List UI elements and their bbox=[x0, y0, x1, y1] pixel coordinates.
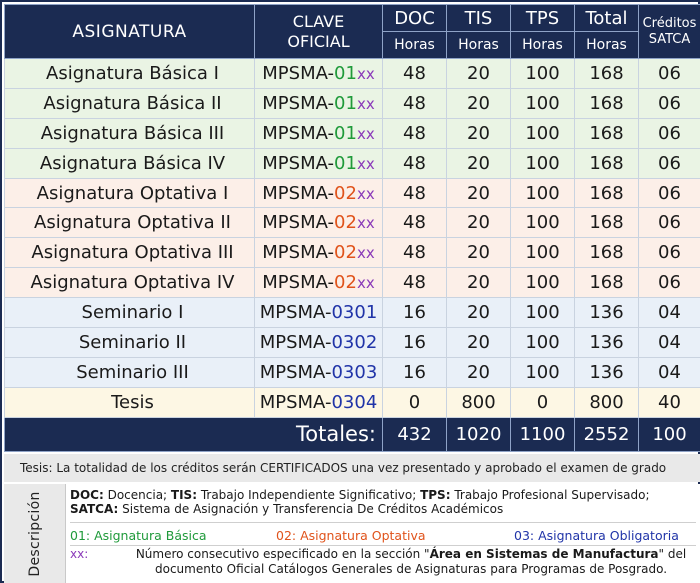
clave-group: 01 bbox=[334, 122, 357, 144]
creditos-value: 04 bbox=[639, 328, 700, 358]
tps-value: 100 bbox=[511, 357, 575, 387]
totals-row bbox=[5, 417, 700, 451]
clave-prefix: MPSMA- bbox=[259, 391, 332, 413]
doc-horas: Horas bbox=[383, 32, 447, 59]
clave-prefix: MPSMA- bbox=[262, 122, 335, 144]
tis-value: 20 bbox=[447, 357, 511, 387]
total-value: 136 bbox=[575, 298, 639, 328]
doc-value: 0 bbox=[383, 387, 447, 417]
tis-value: 20 bbox=[447, 148, 511, 178]
tps-value: 100 bbox=[511, 298, 575, 328]
description-abbreviations bbox=[70, 488, 696, 520]
tis-abbr: TIS: bbox=[170, 488, 197, 502]
doc-value: 48 bbox=[383, 148, 447, 178]
xx-text-2: " del documento Oficial Catálogos Generales de Asignaturas para Programas de Posgrado. bbox=[154, 547, 687, 576]
tis-text: Trabajo Independiente Significativo; bbox=[197, 488, 421, 502]
creditos-value: 06 bbox=[639, 238, 700, 268]
asignatura-name: Asignatura Básica III bbox=[5, 118, 255, 148]
clave-suffix: xx bbox=[356, 124, 375, 143]
asignatura-name: Asignatura Optativa IV bbox=[5, 268, 255, 298]
clave-prefix: MPSMA- bbox=[259, 361, 332, 383]
tps-value: 100 bbox=[511, 59, 575, 89]
tesis-note-label: Tesis bbox=[20, 461, 49, 475]
total-value: 168 bbox=[575, 88, 639, 118]
clave-oficial bbox=[255, 148, 383, 178]
creditos-line1: Créditos bbox=[642, 15, 697, 31]
total-value: 168 bbox=[575, 208, 639, 238]
doc-value: 16 bbox=[383, 298, 447, 328]
doc-value: 16 bbox=[383, 357, 447, 387]
asignatura-name: Seminario II bbox=[5, 328, 255, 358]
tps-value: 100 bbox=[511, 268, 575, 298]
tis-value: 20 bbox=[447, 118, 511, 148]
table-row bbox=[5, 238, 700, 268]
satca-text: Sistema de Asignación y Transferencia De Créditos Académicos bbox=[118, 502, 504, 516]
clave-group: 03 bbox=[331, 361, 355, 383]
creditos-value: 04 bbox=[639, 298, 700, 328]
clave-suffix: xx bbox=[356, 154, 375, 173]
tps-value: 100 bbox=[511, 328, 575, 358]
clave-prefix: MPSMA- bbox=[262, 152, 335, 174]
totals-total: 2552 bbox=[575, 417, 639, 451]
xx-note bbox=[70, 547, 696, 581]
clave-group: 01 bbox=[334, 152, 357, 174]
creditos-value: 06 bbox=[639, 118, 700, 148]
tis-value: 20 bbox=[447, 328, 511, 358]
totals-tis: 1020 bbox=[447, 417, 511, 451]
clave-oficial bbox=[255, 298, 383, 328]
creditos-value: 06 bbox=[639, 88, 700, 118]
clave-prefix: MPSMA- bbox=[262, 182, 335, 204]
table-row bbox=[5, 268, 700, 298]
col-asignatura-header: ASIGNATURA bbox=[5, 5, 255, 59]
table-row bbox=[5, 387, 700, 417]
tps-value: 0 bbox=[511, 387, 575, 417]
table-row bbox=[5, 148, 700, 178]
table-row bbox=[5, 178, 700, 208]
tis-value: 20 bbox=[447, 59, 511, 89]
clave-prefix: MPSMA- bbox=[262, 272, 335, 294]
tps-horas: Horas bbox=[511, 32, 575, 59]
asignatura-name: Seminario I bbox=[5, 298, 255, 328]
creditos-value: 06 bbox=[639, 208, 700, 238]
clave-oficial bbox=[255, 88, 383, 118]
clave-group: 01 bbox=[334, 92, 357, 114]
clave-oficial bbox=[255, 118, 383, 148]
tis-value: 20 bbox=[447, 298, 511, 328]
tesis-note bbox=[4, 454, 700, 482]
xx-text bbox=[126, 547, 696, 577]
xx-label: xx: bbox=[70, 547, 89, 561]
totals-creditos: 100 bbox=[639, 417, 700, 451]
table-row bbox=[5, 88, 700, 118]
clave-group: 03 bbox=[331, 391, 355, 413]
table-row bbox=[5, 59, 700, 89]
total-value: 168 bbox=[575, 268, 639, 298]
creditos-value: 06 bbox=[639, 268, 700, 298]
clave-oficial bbox=[255, 208, 383, 238]
clave-prefix: MPSMA- bbox=[259, 302, 332, 324]
clave-suffix: xx bbox=[356, 94, 375, 113]
creditos-value: 40 bbox=[639, 387, 700, 417]
asignatura-name: Asignatura Básica II bbox=[5, 88, 255, 118]
abbreviations-text bbox=[70, 488, 696, 520]
clave-suffix: xx bbox=[356, 214, 375, 233]
total-value: 168 bbox=[575, 59, 639, 89]
tis-value: 20 bbox=[447, 88, 511, 118]
creditos-value: 06 bbox=[639, 148, 700, 178]
total-value: 168 bbox=[575, 178, 639, 208]
tps-value: 100 bbox=[511, 148, 575, 178]
total-value: 136 bbox=[575, 328, 639, 358]
description-side-label: Descripción bbox=[27, 491, 43, 577]
totals-tps: 1100 bbox=[511, 417, 575, 451]
doc-value: 48 bbox=[383, 208, 447, 238]
creditos-value: 04 bbox=[639, 357, 700, 387]
asignatura-name: Seminario III bbox=[5, 357, 255, 387]
tis-horas: Horas bbox=[447, 32, 511, 59]
table-row bbox=[5, 357, 700, 387]
asignatura-name: Asignatura Básica I bbox=[5, 59, 255, 89]
clave-suffix: xx bbox=[356, 184, 375, 203]
clave-group: 02 bbox=[334, 242, 357, 264]
total-horas: Horas bbox=[575, 32, 639, 59]
clave-prefix: MPSMA- bbox=[259, 331, 332, 353]
col-total-header: Total bbox=[575, 5, 639, 32]
tps-abbr: TPS: bbox=[420, 488, 451, 502]
clave-oficial bbox=[255, 357, 383, 387]
totals-doc: 432 bbox=[383, 417, 447, 451]
asignatura-name: Asignatura Básica IV bbox=[5, 148, 255, 178]
table-row bbox=[5, 328, 700, 358]
total-value: 168 bbox=[575, 148, 639, 178]
clave-oficial bbox=[255, 268, 383, 298]
table-row bbox=[5, 298, 700, 328]
xx-text-bold: Área en Sistemas de Manufactura bbox=[429, 547, 659, 561]
clave-group: 02 bbox=[334, 272, 357, 294]
tps-value: 100 bbox=[511, 88, 575, 118]
table-row bbox=[5, 208, 700, 238]
clave-prefix: MPSMA- bbox=[262, 212, 335, 234]
col-creditos-header bbox=[639, 5, 700, 59]
totals-label: Totales: bbox=[5, 417, 383, 451]
clave-line1: CLAVE bbox=[292, 11, 345, 31]
tesis-note-text: : La totalidad de los créditos serán CERTIFICADOS una vez presentado y aprobado el examen de grado bbox=[48, 461, 667, 475]
tps-text: Trabajo Profesional Supervisado; bbox=[450, 488, 650, 502]
legend-optativa: 02: Asignatura Optativa bbox=[276, 528, 426, 543]
clave-oficial bbox=[255, 387, 383, 417]
tis-value: 20 bbox=[447, 178, 511, 208]
clave-group: 01 bbox=[334, 62, 357, 84]
total-value: 136 bbox=[575, 357, 639, 387]
col-clave-header bbox=[255, 5, 383, 59]
xx-text-1: Número consecutivo especificado en la sección " bbox=[135, 547, 430, 561]
doc-value: 48 bbox=[383, 88, 447, 118]
clave-suffix: xx bbox=[356, 274, 375, 293]
creditos-value: 06 bbox=[639, 178, 700, 208]
description-panel bbox=[4, 484, 700, 583]
col-tis-header: TIS bbox=[447, 5, 511, 32]
clave-suffix: 01 bbox=[354, 302, 378, 324]
asignatura-name: Asignatura Optativa III bbox=[5, 238, 255, 268]
legend-basic: 01: Asignatura Básica bbox=[70, 528, 207, 543]
header-row bbox=[5, 5, 700, 32]
clave-group: 03 bbox=[331, 331, 355, 353]
doc-value: 48 bbox=[383, 118, 447, 148]
tis-value: 20 bbox=[447, 238, 511, 268]
tps-value: 100 bbox=[511, 208, 575, 238]
tps-value: 100 bbox=[511, 118, 575, 148]
creditos-value: 06 bbox=[639, 59, 700, 89]
legend-obligatoria: 03: Asignatura Obligatoria bbox=[514, 528, 679, 543]
description-side bbox=[4, 484, 66, 583]
doc-value: 48 bbox=[383, 238, 447, 268]
clave-oficial bbox=[255, 328, 383, 358]
clave-line2: OFICIAL bbox=[287, 31, 350, 51]
doc-value: 16 bbox=[383, 328, 447, 358]
col-tps-header: TPS bbox=[511, 5, 575, 32]
clave-group: 02 bbox=[334, 212, 357, 234]
creditos-line2: SATCA bbox=[648, 31, 691, 47]
asignatura-name: Asignatura Optativa I bbox=[5, 178, 255, 208]
clave-oficial bbox=[255, 59, 383, 89]
total-value: 168 bbox=[575, 238, 639, 268]
satca-abbr: SATCA: bbox=[70, 502, 119, 516]
description-divider bbox=[70, 522, 696, 523]
asignatura-name: Asignatura Optativa II bbox=[5, 208, 255, 238]
doc-value: 48 bbox=[383, 59, 447, 89]
clave-group: 03 bbox=[331, 302, 355, 324]
clave-prefix: MPSMA- bbox=[262, 62, 335, 84]
clave-suffix: xx bbox=[356, 244, 375, 263]
clave-suffix: 03 bbox=[354, 361, 378, 383]
tis-value: 20 bbox=[447, 208, 511, 238]
clave-suffix: 04 bbox=[354, 391, 378, 413]
tps-value: 100 bbox=[511, 238, 575, 268]
total-value: 168 bbox=[575, 118, 639, 148]
asignatura-name: Tesis bbox=[5, 387, 255, 417]
clave-prefix: MPSMA- bbox=[262, 92, 335, 114]
col-doc-header: DOC bbox=[383, 5, 447, 32]
doc-text: Docencia; bbox=[103, 488, 171, 502]
tis-value: 20 bbox=[447, 268, 511, 298]
table-row bbox=[5, 118, 700, 148]
doc-value: 48 bbox=[383, 268, 447, 298]
doc-abbr: DOC: bbox=[70, 488, 104, 502]
clave-prefix: MPSMA- bbox=[262, 242, 335, 264]
curriculum-table bbox=[4, 4, 700, 452]
clave-oficial bbox=[255, 238, 383, 268]
code-legend bbox=[70, 526, 696, 546]
clave-group: 02 bbox=[334, 182, 357, 204]
clave-suffix: 02 bbox=[354, 331, 378, 353]
tis-value: 800 bbox=[447, 387, 511, 417]
tps-value: 100 bbox=[511, 178, 575, 208]
doc-value: 48 bbox=[383, 178, 447, 208]
total-value: 800 bbox=[575, 387, 639, 417]
clave-suffix: xx bbox=[356, 64, 375, 83]
legend-divider bbox=[70, 545, 696, 546]
clave-oficial bbox=[255, 178, 383, 208]
